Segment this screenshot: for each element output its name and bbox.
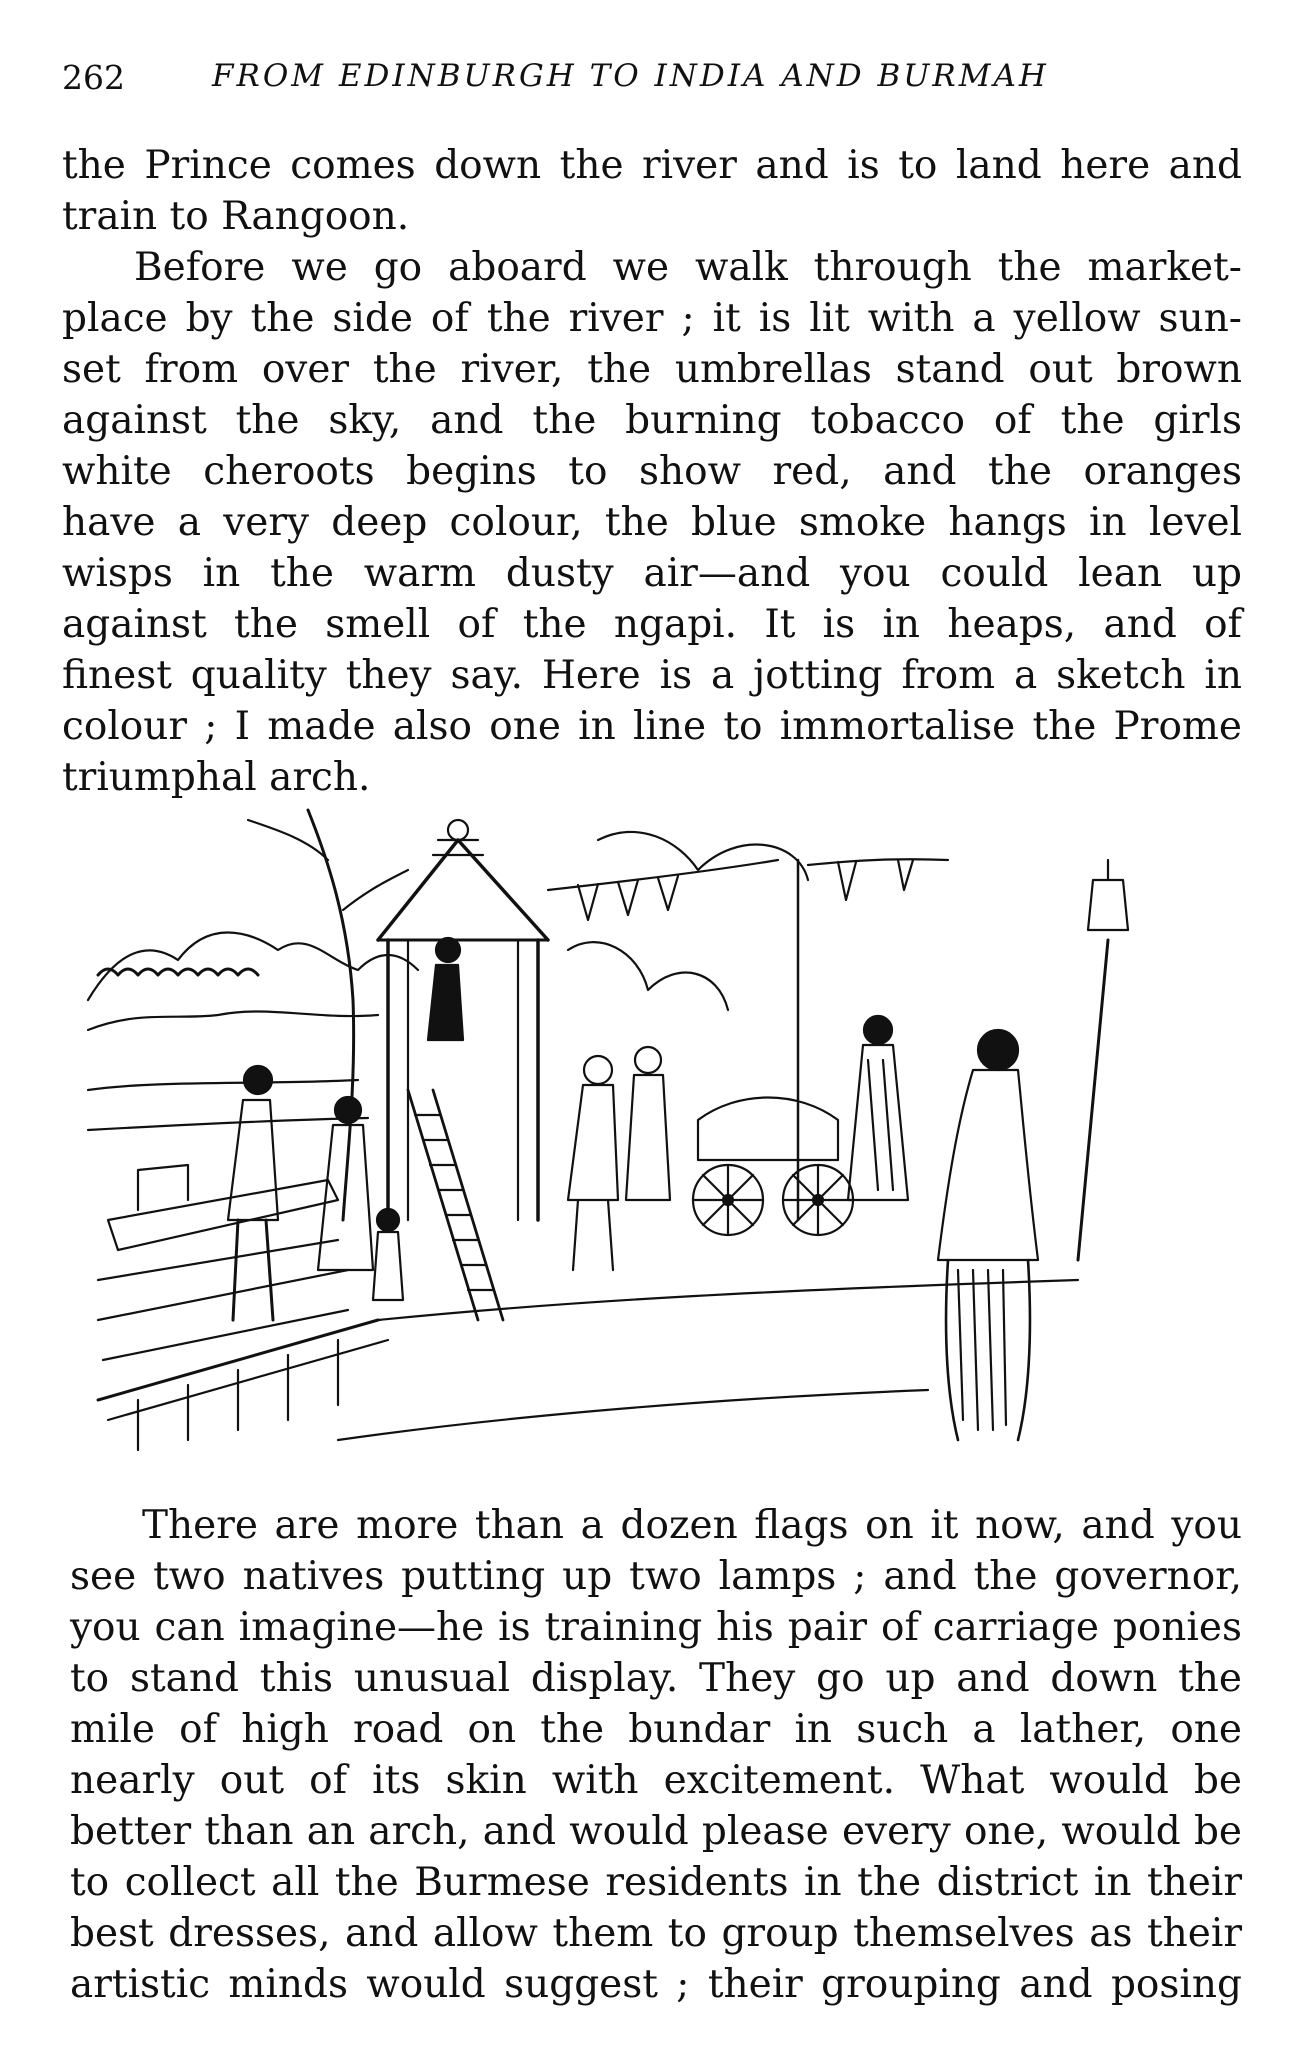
text-line: triumphal arch. [62,755,371,800]
text-line: set from over the river, the umbrellas stand out brown [62,347,1242,392]
text-line: to collect all the Burmese residents in the district in their [70,1860,1242,1905]
text-line: nearly out of its skin with excitement. What would be [70,1758,1242,1803]
text-line: you can imagine—he is training his pair of carriage ponies [70,1605,1242,1650]
text-line: place by the side of the river ; it is lit with a yellow sun- [62,296,1242,341]
text-line: white cheroots begins to show red, and the oranges [62,449,1242,494]
text-line: There are more than a dozen flags on it now, and you [142,1503,1242,1548]
text-line: better than an arch, and would please every one, would be [70,1809,1242,1854]
sketch-illustration [78,800,1228,1490]
body-text-bottom [70,1500,1242,2010]
running-title: FROM EDINBURGH TO INDIA AND BURMAH [212,58,1049,94]
text-line: finest quality they say. Here is a jotting from a sketch in [62,653,1242,698]
text-line: train to Rangoon. [62,194,410,239]
text-line: Before we go aboard we walk through the market- [134,245,1242,290]
text-line: mile of high road on the bundar in such a lather, one [70,1707,1242,1752]
body-text-top [62,140,1242,803]
page-header [62,58,1242,98]
page-number: 262 [62,58,125,97]
text-line: colour ; I made also one in line to immortalise the Prome [62,704,1242,749]
text-line: the Prince comes down the river and is to land here and [62,143,1242,188]
text-line: against the sky, and the burning tobacco of the girls [62,398,1242,443]
text-line: artistic minds would suggest ; their grouping and posing [70,1962,1242,2007]
text-line: see two natives putting up two lamps ; and the governor, [70,1554,1242,1599]
text-line: best dresses, and allow them to group themselves as their [70,1911,1242,1956]
text-line: have a very deep colour, the blue smoke hangs in level [62,500,1242,545]
text-line: against the smell of the ngapi. It is in heaps, and of [62,602,1242,647]
text-line: to stand this unusual display. They go up and down the [70,1656,1242,1701]
text-line: wisps in the warm dusty air—and you could lean up [62,551,1242,596]
